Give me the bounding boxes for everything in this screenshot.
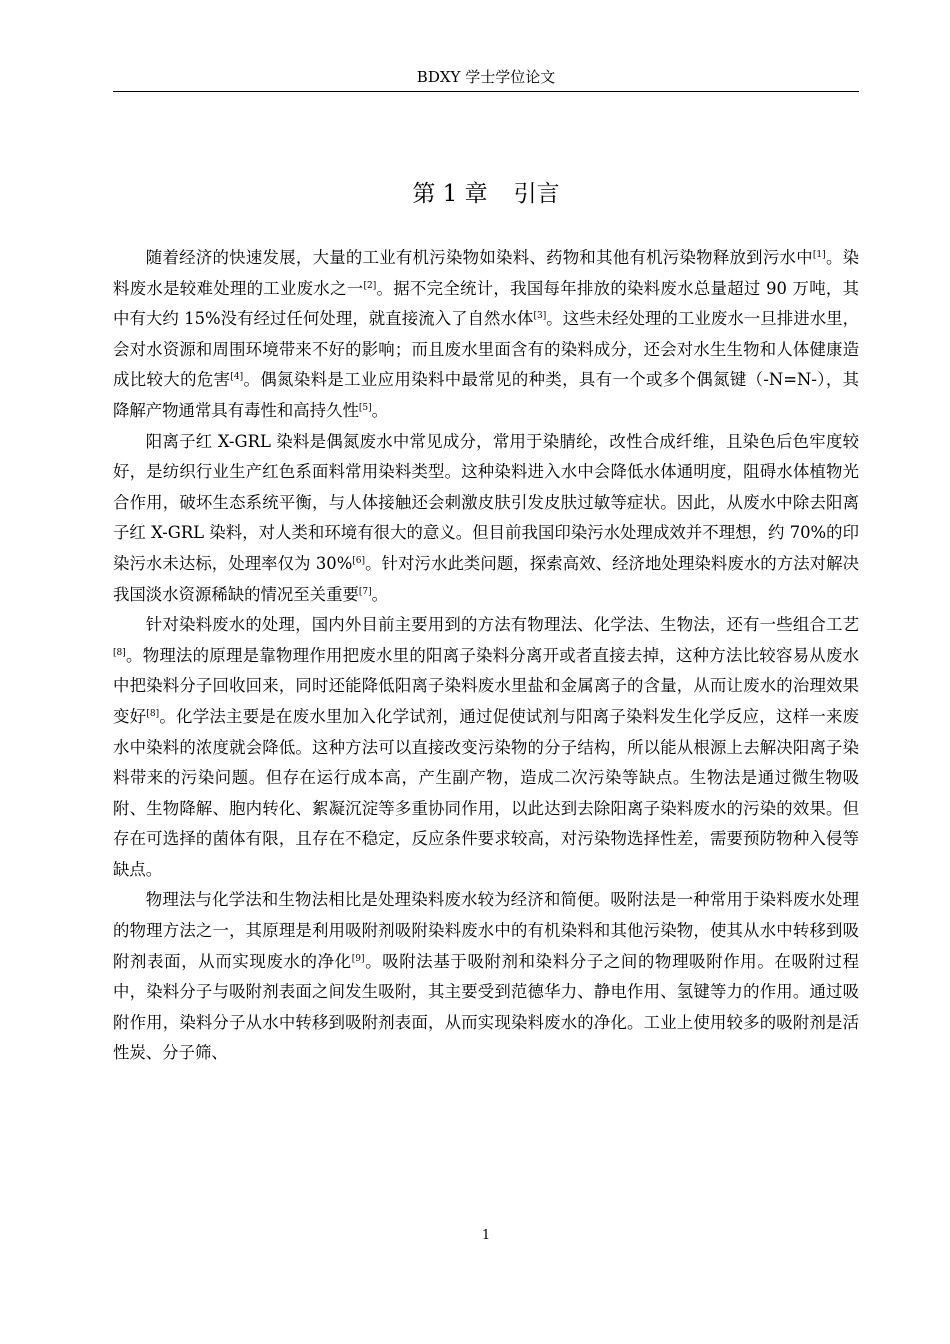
paragraph-4 <box>113 885 859 1069</box>
citation-ref: [3] <box>533 311 547 322</box>
text-run: 针对染料废水的处理，国内外目前主要用到的方法有物理法、化学法、生物法，还有一些组合工艺 <box>145 615 859 635</box>
citation-ref: [7] <box>358 586 372 597</box>
chapter-title <box>113 178 859 210</box>
paragraph-1 <box>113 243 859 427</box>
citation-ref: [4] <box>230 372 244 383</box>
citation-ref: [5] <box>358 402 372 413</box>
text-run: 。化学法主要是在废水里加入化学试剂，通过促使试剂与阳离子染料发生化学反应，这样一来废水中染料的浓度就会降低。这种方法可以直接改变污染物的分子结构，所以能从根源上去解决阳离子染料带来的污染问题。但存在运行成本高，产生副产物，造成二次污染等缺点。生物法是通过微生物吸附、生物降解、胞内转化、絮凝沉淀等多重协同作用，以此达到去除阳离子染料废水的污染的效果。但存在可选择的菌体有限，且存在不稳定，反应条件要求较高，对污染物选择性差，需要预防物种入侵等缺点。 <box>113 706 860 879</box>
chapter-number: 第 1 章 <box>412 181 488 207</box>
citation-ref: [8] <box>113 647 126 658</box>
page-number: 1 <box>481 1228 491 1243</box>
text-run: 。据不完全统计，我国每年排放的染料废水总量超过 90 万吨，其中有大约 15%没有经过任何处理，就直接流入了自然水体 <box>113 278 859 329</box>
text-run: 。 <box>371 400 388 420</box>
header-rule <box>113 91 859 92</box>
citation-ref: [2] <box>363 280 377 291</box>
citation-ref: [8] <box>146 708 160 719</box>
text-run: 。物理法的原理是靠物理作用把废水里的阳离子染料分离开或者直接去掉，这种方法比较容易从废水中把染料分子回收回来，同时还能降低阳离子染料废水里盐和金属离子的含量，从而让废水的治理效果变好 <box>113 645 859 726</box>
running-header: BDXY 学士学位论文 <box>416 68 556 86</box>
text-run: 。这些未经处理的工业废水一旦排进水里，会对水资源和周围环境带来不好的影响；而且废水里面含有的染料成分，还会对水生生物和人体健康造成比较大的危害 <box>113 309 860 390</box>
text-run: 。针对污水此类问题，探索高效、经济地处理染料废水的方法对解决我国淡水资源稀缺的情况至关重要 <box>113 553 859 604</box>
text-run: 物理法与化学法和生物法相比是处理染料废水较为经济和简便。吸附法是一种常用于染料废水处理的物理方法之一，其原理是利用吸附剂吸附染料废水中的有机染料和其他污染物，使其从水中转移到吸附剂表面，从而实现废水的净化 <box>113 890 859 971</box>
paragraph-2 <box>113 427 859 611</box>
citation-ref: [1] <box>812 250 826 260</box>
text-run: 。染料废水是较难处理的工业废水之一 <box>113 248 860 298</box>
citation-ref: [9] <box>351 953 365 964</box>
text-run: 随着经济的快速发展，大量的工业有机污染物如染料、药物和其他有机污染物释放到污水中 <box>145 248 813 267</box>
paragraph-3 <box>113 610 859 885</box>
text-run: 。吸附法基于吸附剂和染料分子之间的物理吸附作用。在吸附过程中，染料分子与吸附剂表面之间发生吸附，其主要受到范德华力、静电作用、氢键等力的作用。通过吸附作用，染料分子从水中转移到吸附剂表面，从而实现染料废水的净化。工业上使用较多的吸附剂是活性炭、分子筛、 <box>113 951 860 1063</box>
chapter-heading: 引言 <box>513 181 560 207</box>
chapter-body <box>113 243 859 1069</box>
citation-ref: [6] <box>352 555 366 566</box>
text-run: 阳离子红 X-GRL 染料是偶氮废水中常见成分，常用于染腈纶，改性合成纤维，且染色后色牢度较好，是纺织行业生产红色系面料常用染料类型。这种染料进入水中会降低水体通明度，阻碍水体植物光合作用，破坏生态系统平衡，与人体接触还会刺激皮肤引发皮肤过敏等症状。因此，从废水中除去阳离子红 X-GRL 染料，对人类和环境有很大的意义。但目前我国印染污水处理成效并不理想，约 70%的印染污水未达标，处理率仅为 30% <box>113 431 859 573</box>
text-run: 。 <box>371 584 388 604</box>
text-run: 。偶氮染料是工业应用染料中最常见的种类，具有一个或多个偶氮键（-N=N-），其降解产物通常具有毒性和高持久性 <box>113 370 859 420</box>
